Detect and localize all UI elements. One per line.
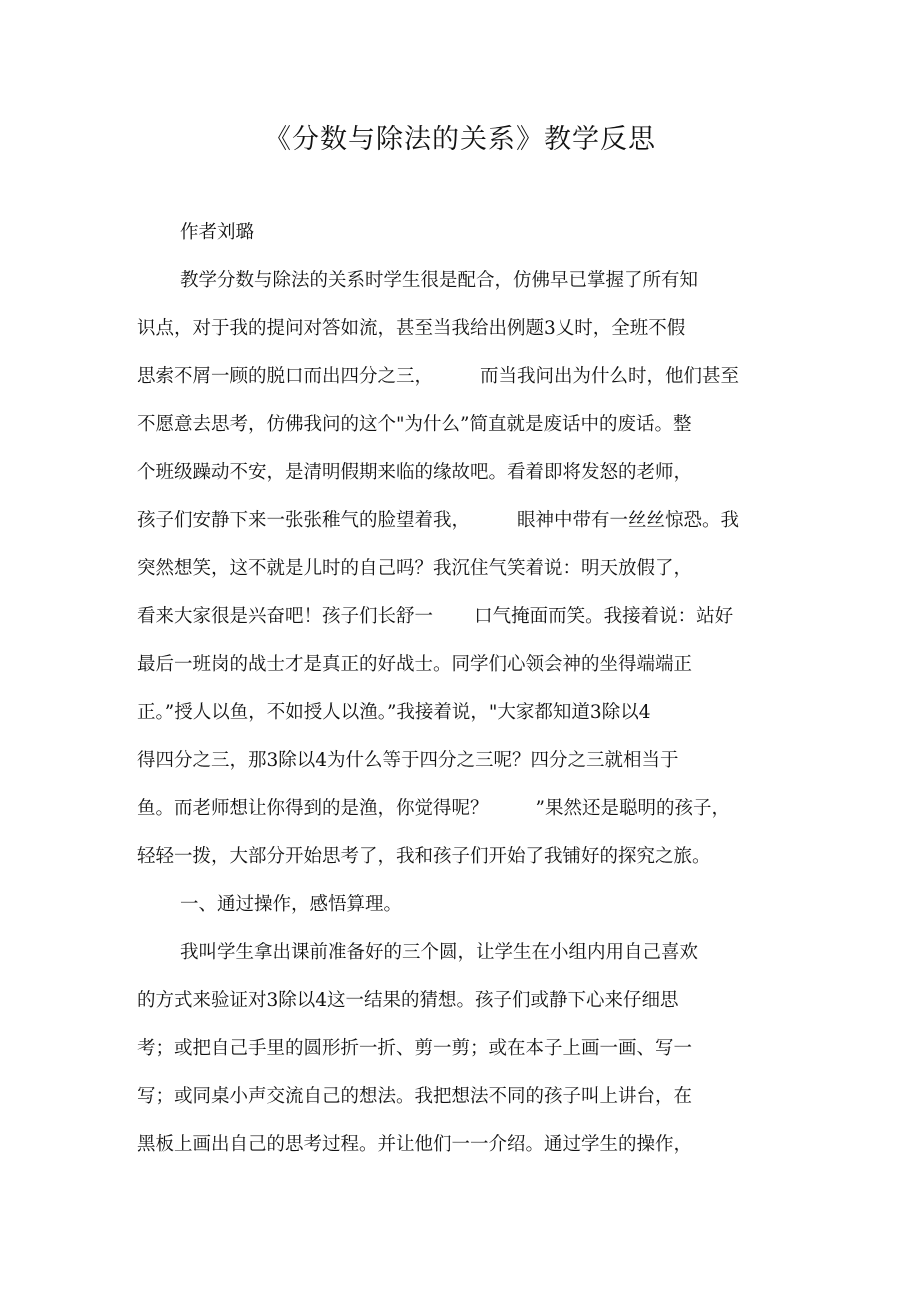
paragraph-line: 突然想笑，这不就是儿时的自己吗？我沉住气笑着说：明天放假了， [137, 558, 693, 579]
paragraph-line: 黑板上画出自己的思考过程。并让他们一一介绍。通过学生的操作， [137, 1134, 693, 1155]
paragraph-line: 轻轻一拨，大部分开始思考了，我和孩子们开始了我铺好的探究之旅。 [137, 846, 711, 867]
paragraph-line: 考；或把自己手里的圆形折一折、剪一剪；或在本子上画一画、写一 [137, 1038, 693, 1059]
paragraph-line: 得四分之三，那3除以4为什么等于四分之三呢？四分之三就相当于 [137, 750, 679, 771]
paragraph-line: 我叫学生拿出课前准备好的三个圆，让学生在小组内用自己喜欢 [180, 942, 699, 963]
paragraph-line: 最后一班岗的战士才是真正的好战士。同学们心领会神的坐得端端正 [137, 654, 693, 675]
paragraph-line: 不愿意去思考，仿佛我问的这个"为什么”简直就是废话中的废话。整 [137, 414, 692, 435]
paragraph-line: 识点，对于我的提问对答如流，甚至当我给出例题3乂时，全班不假 [137, 318, 686, 339]
paragraph-line: 孩子们安静下来一张张稚气的脸望着我， 眼神中带有一丝丝惊恐。我 [137, 510, 740, 531]
document-title: 《分数与除法的关系》教学反思 [264, 124, 656, 155]
author-line: 作者刘璐 [180, 222, 255, 243]
paragraph-line: 个班级躁动不安，是清明假期来临的缘故吧。看着即将发怒的老师， [137, 462, 693, 483]
paragraph-line: 的方式来验证对3除以4这一结果的猜想。孩子们或静下心来仔细思 [137, 990, 679, 1011]
paragraph-line: 看来大家很是兴奋吧！孩子们长舒一 口气掩面而笑。我接着说：站好 [137, 606, 734, 627]
paragraph-line: 写；或同桌小声交流自己的想法。我把想法不同的孩子叫上讲台，在 [137, 1086, 693, 1107]
section-heading: 一、通过操作，感悟算理。 [180, 894, 403, 915]
paragraph-line: 思索不屑一顾的脱口而出四分之三， 而当我问出为什么时，他们甚至 [137, 366, 740, 387]
paragraph-line: 鱼。而老师想让你得到的是渔，你觉得呢？ ”果然还是聪明的孩子， [137, 798, 731, 819]
paragraph-line: 正。”授人以鱼，不如授人以渔。”我接着说，"大家都知道3除以4 [137, 702, 651, 723]
paragraph-line: 教学分数与除法的关系时学生很是配合，仿佛早已掌握了所有知 [180, 270, 699, 291]
